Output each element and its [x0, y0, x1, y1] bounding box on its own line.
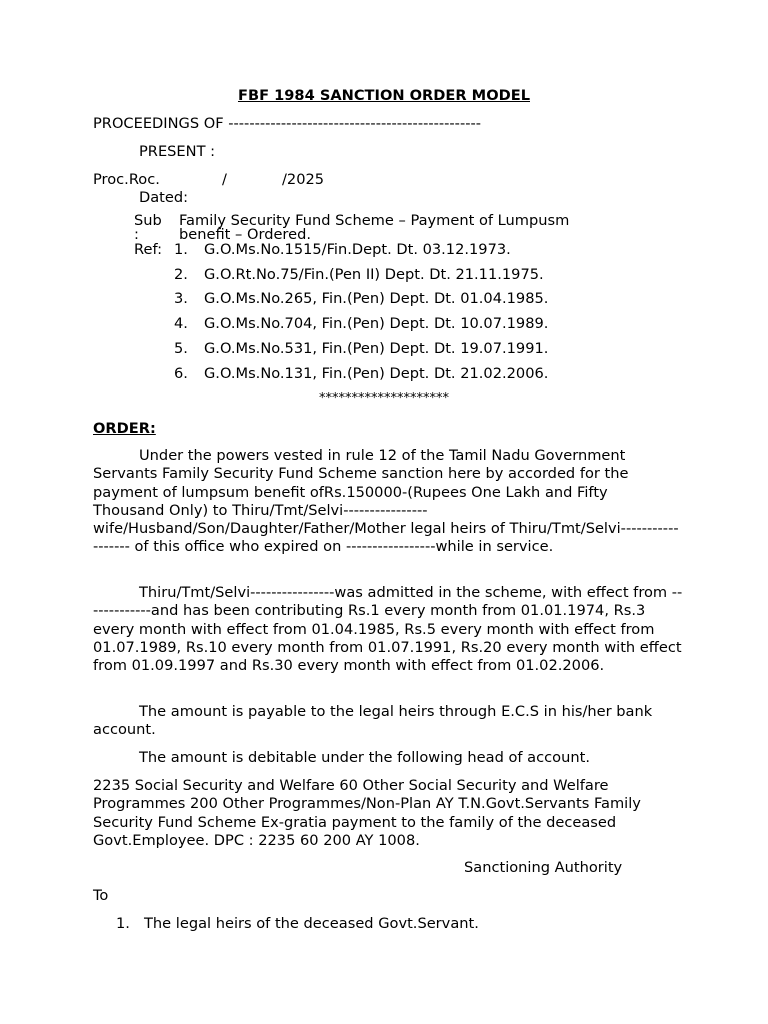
reference-number: 1. — [174, 241, 188, 258]
reference-number: 5. — [174, 340, 188, 357]
recipient-number: 1. — [116, 915, 130, 932]
dated-label: Dated: — [139, 189, 189, 206]
to-label: To — [93, 887, 109, 904]
order-paragraph-1: Under the powers vested in rule 12 of the Tamil Nadu Government Servants Family Security Fund Scheme sanction here by accorded for the payment of lumpsum benefit ofRs.150000-(Rupees One Lakh and Fifty Thousand Only) to Thiru/Tmt/Selvi----------------wife/Husband/Son/Daughter/Father/Mother legal heirs of Thiru/Tmt/Selvi------------------ of this office who expired on -----------------while in service. — [93, 447, 679, 556]
reference-number: 4. — [174, 315, 188, 332]
recipient-text: The legal heirs of the deceased Govt.Servant. — [144, 915, 479, 932]
reference-number: 2. — [174, 266, 188, 283]
head-of-account-paragraph: 2235 Social Security and Welfare 60 Other Social Security and Welfare Programmes 200 Other Programmes/Non-Plan AY T.N.Govt.Servants Family Security Fund Scheme Ex-gratia payment to the family of the deceased Govt.Employee. DPC : 2235 60 200 AY 1008. — [93, 777, 641, 849]
present-label: PRESENT : — [139, 143, 216, 160]
reference-number: 3. — [174, 290, 188, 307]
separator-stars: ******************** — [319, 391, 449, 406]
order-heading: ORDER: — [93, 420, 156, 437]
proc-roc-year: /2025 — [282, 171, 325, 188]
subject-line-1: Family Security Fund Scheme – Payment of Lumpusm — [179, 212, 570, 229]
reference-text: G.O.Ms.No.265, Fin.(Pen) Dept. Dt. 01.04.1985. — [204, 290, 549, 307]
proceedings-of-line: PROCEEDINGS OF ------------------------------------------------ — [93, 115, 482, 132]
proc-roc-label: Proc.Roc. — [93, 171, 160, 188]
reference-text: G.O.Ms.No.531, Fin.(Pen) Dept. Dt. 19.07.1991. — [204, 340, 549, 357]
reference-text: G.O.Ms.No.131, Fin.(Pen) Dept. Dt. 21.02.2006. — [204, 365, 549, 382]
proc-roc-slash: / — [222, 171, 227, 188]
reference-label: Ref: — [134, 241, 162, 258]
reference-text: G.O.Rt.No.75/Fin.(Pen II) Dept. Dt. 21.11.1975. — [204, 266, 544, 283]
reference-text: G.O.Ms.No.704, Fin.(Pen) Dept. Dt. 10.07.1989. — [204, 315, 549, 332]
order-paragraph-2: Thiru/Tmt/Selvi----------------was admitted in the scheme, with effect from -------------and has been contributing Rs.1 every month from 01.01.1974, Rs.3 every month with effect from 01.04.1985, Rs.5 every month with effect from 01.07.1989, Rs.10 every month from 01.07.1991, Rs.20 every month with effect from 01.09.1997 and Rs.30 every month with effect from 01.02.2006. — [93, 584, 683, 675]
sanctioning-authority: Sanctioning Authority — [464, 859, 623, 876]
subject-colon: : — [134, 226, 139, 243]
subject-line-2: benefit – Ordered. — [179, 226, 311, 243]
reference-text: G.O.Ms.No.1515/Fin.Dept. Dt. 03.12.1973. — [204, 241, 511, 258]
reference-number: 6. — [174, 365, 188, 382]
document-title: FBF 1984 SANCTION ORDER MODEL — [237, 87, 530, 104]
order-paragraph-3: The amount is payable to the legal heirs through E.C.S in his/her bank account. — [93, 703, 653, 739]
order-paragraph-4: The amount is debitable under the following head of account. — [139, 749, 590, 766]
subject-label: Sub — [134, 212, 162, 229]
